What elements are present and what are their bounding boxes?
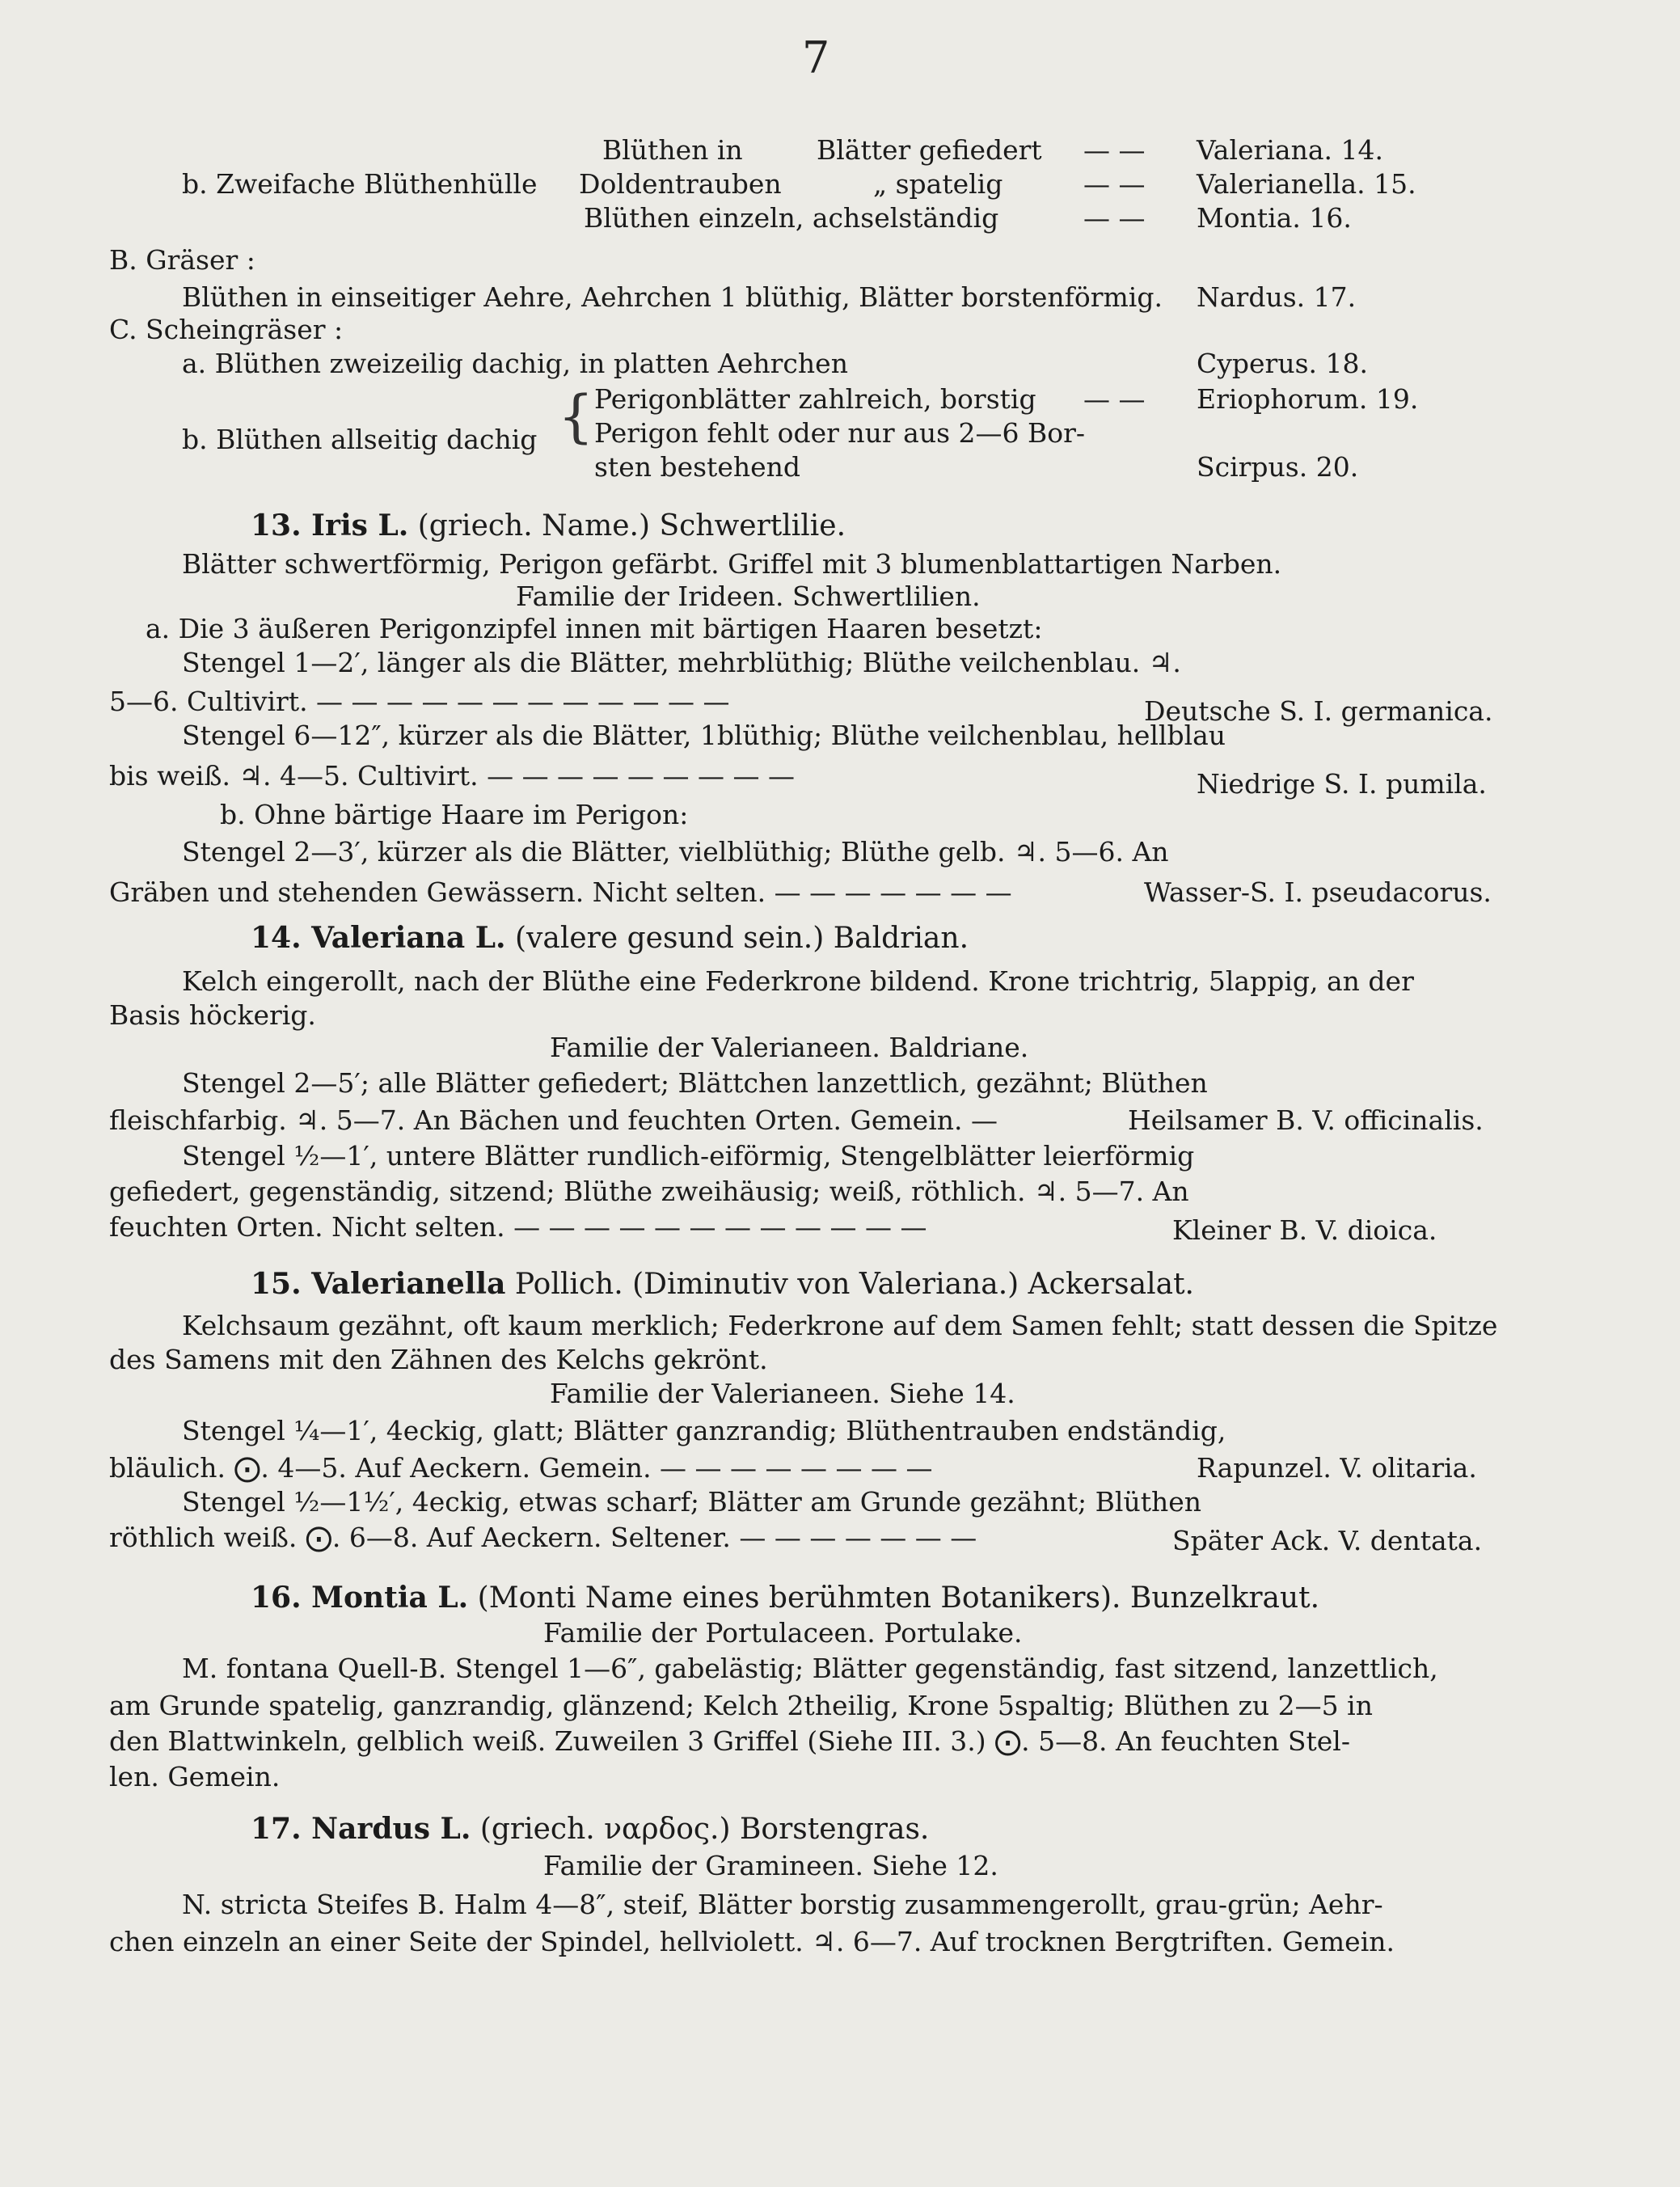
section-13-p1-line2: 5—6. Cultivirt. — — — — — — — — — — — —	[109, 686, 730, 717]
key-line-3-genus: Montia. 16.	[1197, 202, 1352, 234]
section-14-p2-line3: feuchten Orten. Nicht selten. — — — — — — — — — — — —	[109, 1211, 927, 1243]
section-15-p2-species: Später Ack. V. dentata.	[1172, 1525, 1483, 1556]
key-Cb1-text: Perigonblätter zahlreich, borstig	[594, 383, 1036, 415]
section-16-p1-line2: am Grunde spatelig, ganzrandig, glänzend; Kelch 2theilig, Krone 5spaltig; Blüthen zu 2—5 in	[109, 1690, 1373, 1721]
section-15-desc-line2: des Samens mit den Zähnen des Kelchs gekrönt.	[109, 1344, 768, 1375]
key-B-genus: Nardus. 17.	[1197, 281, 1357, 313]
section-13-p2-line1: Stengel 6—12″, kürzer als die Blätter, 1blüthig; Blüthe veilchenblau, hellblau	[182, 720, 1226, 751]
section-15-heading-rest: Pollich. (Diminutiv von Valeriana.) Ackersalat.	[514, 1268, 1194, 1301]
section-13-p3-species: Wasser-S. I. pseudacorus.	[1144, 876, 1492, 908]
key-B-text: Blüthen in einseitiger Aehre, Aehrchen 1 blüthig, Blätter borstenförmig.	[182, 281, 1163, 313]
section-14-desc-line1: Kelch eingerollt, nach der Blüthe eine Federkrone bildend. Krone trichtrig, 5lappig, an der	[182, 965, 1414, 997]
section-15-p1-line1: Stengel ¼—1′, 4eckig, glatt; Blätter ganzrandig; Blüthentrauben endständig,	[182, 1415, 1226, 1446]
key-line-3-dash: — —	[1083, 202, 1146, 234]
key-line-1-genus: Valeriana. 14.	[1197, 134, 1383, 166]
key-Ca-text: a. Blüthen zweizeilig dachig, in platten Aehrchen	[182, 348, 848, 379]
key-C-label: C. Scheingräser :	[109, 314, 344, 345]
key-Cb1-dash: — —	[1083, 383, 1146, 415]
section-14-p1-line2: fleischfarbig. ♃. 5—7. An Bächen und feuchten Orten. Gemein. —	[109, 1104, 998, 1136]
key-line-3-mid: Blüthen einzeln, achselständig	[584, 202, 999, 234]
section-15-p2-line1: Stengel ½—1½′, 4eckig, etwas scharf; Blätter am Grunde gezähnt; Blüthen	[182, 1486, 1202, 1518]
page-number: 7	[802, 32, 830, 83]
key-line-2-dash: — —	[1083, 168, 1146, 200]
section-15-genus-name: 15. Valerianella	[251, 1267, 506, 1301]
section-16-heading-rest: (Monti Name eines berühmten Botanikers). Bunzelkraut.	[477, 1581, 1320, 1615]
section-14-genus-name: 14. Valeriana L.	[251, 921, 506, 955]
section-13-family: Familie der Irideen. Schwertlilien.	[516, 581, 981, 612]
key-Cb3-text: sten bestehend	[594, 451, 801, 483]
section-14-p2-species: Kleiner B. V. dioica.	[1172, 1214, 1437, 1246]
section-16-heading	[251, 1580, 1319, 1616]
section-15-desc-line1: Kelchsaum gezähnt, oft kaum merklich; Federkrone auf dem Samen fehlt; statt dessen die Spitze	[182, 1310, 1498, 1341]
section-13-genus-name: 13. Iris L.	[251, 509, 409, 543]
section-17-p1-line2: chen einzeln an einer Seite der Spindel, hellviolett. ♃. 6—7. Auf trocknen Bergtriften. Gemein.	[109, 1926, 1395, 1957]
section-15-heading	[251, 1266, 1194, 1302]
section-17-genus-name: 17. Nardus L.	[251, 1812, 471, 1846]
section-14-p2-line2: gefiedert, gegenständig, sitzend; Blüthe zweihäusig; weiß, röthlich. ♃. 5—7. An	[109, 1176, 1189, 1207]
section-17-heading	[251, 1811, 929, 1847]
section-13-p1-line1: Stengel 1—2′, länger als die Blätter, mehrblüthig; Blüthe veilchenblau. ♃.	[182, 647, 1181, 678]
key-Cb1-genus: Eriophorum. 19.	[1197, 383, 1419, 415]
section-15-family: Familie der Valerianeen. Siehe 14.	[550, 1378, 1015, 1409]
brace-icon: {	[558, 383, 594, 450]
key-line-1-dash: — —	[1083, 134, 1146, 166]
section-14-family: Familie der Valerianeen. Baldriane.	[550, 1032, 1029, 1063]
key-line-2-quote: „ spatelig	[873, 168, 1003, 200]
section-14-heading-rest: (valere gesund sein.) Baldrian.	[515, 922, 969, 955]
section-13-p2-line2: bis weiß. ♃. 4—5. Cultivirt. — — — — — — — — —	[109, 760, 795, 792]
key-Cb2-text: Perigon fehlt oder nur aus 2—6 Bor-	[594, 417, 1086, 449]
section-13-heading	[251, 508, 846, 544]
section-14-p2-line1: Stengel ½—1′, untere Blätter rundlich-eiförmig, Stengelblätter leierförmig	[182, 1140, 1195, 1172]
key-Ca-genus: Cyperus. 18.	[1197, 348, 1368, 379]
section-13-p3-line1: Stengel 2—3′, kürzer als die Blätter, vielblüthig; Blüthe gelb. ♃. 5—6. An	[182, 836, 1169, 868]
section-16-p1-line4: len. Gemein.	[109, 1761, 281, 1792]
section-16-p1-line1: M. fontana Quell-B. Stengel 1—6″, gabelästig; Blätter gegenständig, fast sitzend, lanzettlich,	[182, 1653, 1438, 1684]
section-16-family: Familie der Portulaceen. Portulake.	[543, 1617, 1023, 1649]
section-13-description: Blätter schwertförmig, Perigon gefärbt. Griffel mit 3 blumenblattartigen Narben.	[182, 548, 1282, 580]
key-line-2-mid: Doldentrauben	[579, 168, 782, 200]
section-15-p1-line2: bläulich. ⨀. 4—5. Auf Aeckern. Gemein. — — — — — — — —	[109, 1452, 933, 1484]
section-14-desc-line2: Basis höckerig.	[109, 999, 316, 1031]
section-13-b: b. Ohne bärtige Haare im Perigon:	[220, 799, 689, 830]
key-line-1-left: Blüthen in	[602, 134, 743, 166]
key-Cb3-genus: Scirpus. 20.	[1197, 451, 1359, 483]
section-14-heading	[251, 920, 969, 956]
section-16-genus-name: 16. Montia L.	[251, 1581, 469, 1615]
key-line-2-genus: Valerianella. 15.	[1197, 168, 1416, 200]
section-17-family: Familie der Gramineen. Siehe 12.	[543, 1850, 998, 1881]
key-Cb-label: b. Blüthen allseitig dachig	[182, 424, 538, 455]
key-B-label: B. Gräser :	[109, 244, 255, 276]
key-line-2-label: b. Zweifache Blüthenhülle	[182, 168, 538, 200]
key-line-1-mid: Blätter gefiedert	[817, 134, 1042, 166]
section-14-p1-line1: Stengel 2—5′; alle Blätter gefiedert; Blättchen lanzettlich, gezähnt; Blüthen	[182, 1067, 1208, 1099]
section-13-heading-rest: (griech. Name.) Schwertlilie.	[417, 509, 846, 543]
section-17-p1-line1: N. stricta Steifes B. Halm 4—8″, steif, Blätter borstig zusammengerollt, grau-grün; Aehr-	[182, 1889, 1383, 1920]
section-15-p2-line2: röthlich weiß. ⨀. 6—8. Auf Aeckern. Seltener. — — — — — — —	[109, 1522, 977, 1553]
section-13-a: a. Die 3 äußeren Perigonzipfel innen mit bärtigen Haaren besetzt:	[146, 613, 1043, 644]
section-15-p1-species: Rapunzel. V. olitaria.	[1197, 1452, 1477, 1484]
section-17-heading-rest: (griech. ναρδος.) Borstengras.	[479, 1813, 930, 1846]
section-16-p1-line3: den Blattwinkeln, gelblich weiß. Zuweilen 3 Griffel (Siehe III. 3.) ⨀. 5—8. An feuchten Stel-	[109, 1725, 1350, 1757]
section-13-p3-line2: Gräben und stehenden Gewässern. Nicht selten. — — — — — — —	[109, 876, 1012, 908]
section-13-p2-species: Niedrige S. I. pumila.	[1197, 768, 1487, 800]
section-14-p1-species: Heilsamer B. V. officinalis.	[1128, 1104, 1484, 1136]
section-13-p1-species: Deutsche S. I. germanica.	[1144, 695, 1493, 727]
